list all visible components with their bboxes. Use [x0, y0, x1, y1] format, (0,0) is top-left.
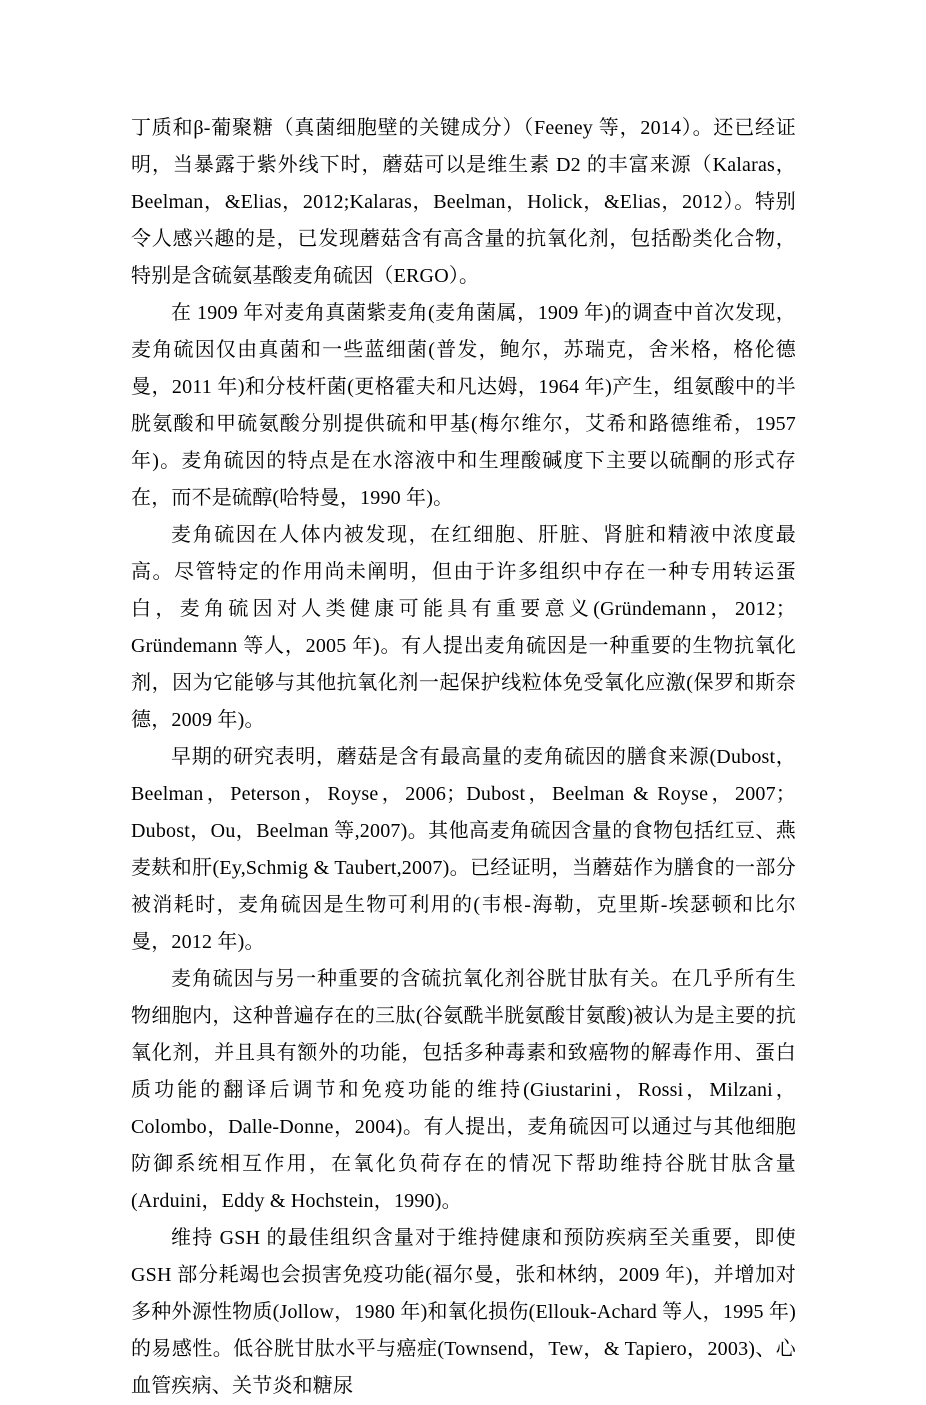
paragraph-glutathione-relation: 麦角硫因与另一种重要的含硫抗氧化剂谷胱甘肽有关。在几乎所有生物细胞内，这种普遍存在的三肽(谷氨酰半胱氨酸甘氨酸)被认为是主要的抗氧化剂，并且具有额外的功能，包括多种毒素和致癌物的解毒作用、蛋白质功能的翻译后调节和免疫功能的维持(Giustarini，Rossi，Milzani，Colombo，Dalle-Donne，2004)。有人提出，麦角硫因可以通过与其他细胞防御系统相互作用，在氧化负荷存在的情况下帮助维持谷胱甘肽含量(Arduini，Eddy & Hochstein，1990)。: [131, 968, 796, 1212]
paragraph-ergothioneine-discovery: 在 1909 年对麦角真菌紫麦角(麦角菌属，1909 年)的调查中首次发现，麦角硫因仅由真菌和一些蓝细菌(普发，鲍尔，苏瑞克，舍米格，格伦德曼，2011 年)和分枝杆菌(更格霍夫和凡达姆，1964 年)产生，组氨酸中的半胱氨酸和甲硫氨酸分别提供硫和甲基(梅尔维尔，艾希和路德维希，1957 年)。麦角硫因的特点是在水溶液中和生理酸碱度下主要以硫酮的形式存在，而不是硫醇(哈特曼，1990 年)。: [131, 302, 796, 509]
paragraph-continuation: 丁质和β-葡聚糖（真菌细胞壁的关键成分）（Feeney 等，2014）。还已经证明，当暴露于紫外线下时，蘑菇可以是维生素 D2 的丰富来源（Kalaras，Beelman，&Elias，2012;Kalaras，Beelman，Holick，&Elias，2012）。特别令人感兴趣的是，已发现蘑菇含有高含量的抗氧化剂，包括酚类化合物，特别是含硫氨基酸麦角硫因（ERGO）。: [131, 117, 796, 287]
paragraph-dietary-sources: 早期的研究表明，蘑菇是含有最高量的麦角硫因的膳食来源(Dubost，Beelman，Peterson，Royse，2006；Dubost，Beelman & Royse，2007；Dubost，Ou，Beelman 等,2007)。其他高麦角硫因含量的食物包括红豆、燕麦麸和肝(Ey,Schmig & Taubert,2007)。已经证明，当蘑菇作为膳食的一部分被消耗时，麦角硫因是生物可利用的(韦根-海勒，克里斯-埃瑟顿和比尔曼，2012 年)。: [131, 746, 796, 953]
paragraph-human-body-presence: 麦角硫因在人体内被发现，在红细胞、肝脏、肾脏和精液中浓度最高。尽管特定的作用尚未阐明，但由于许多组织中存在一种专用转运蛋白，麦角硫因对人类健康可能具有重要意义(Gründemann，2012；Gründemann 等人，2005 年)。有人提出麦角硫因是一种重要的生物抗氧化剂，因为它能够与其他抗氧化剂一起保护线粒体免受氧化应激(保罗和斯奈德，2009 年)。: [131, 524, 796, 731]
paragraph-gsh-health: 维持 GSH 的最佳组织含量对于维持健康和预防疾病至关重要，即使 GSH 部分耗竭也会损害免疫功能(福尔曼，张和林纳，2009 年)，并增加对多种外源性物质(Jollow，1980 年)和氧化损伤(Ellouk-Achard 等人，1995 年)的易感性。低谷胱甘肽水平与癌症(Townsend，Tew，& Tapiero，2003)、心血管疾病、关节炎和糖尿: [131, 1227, 796, 1397]
